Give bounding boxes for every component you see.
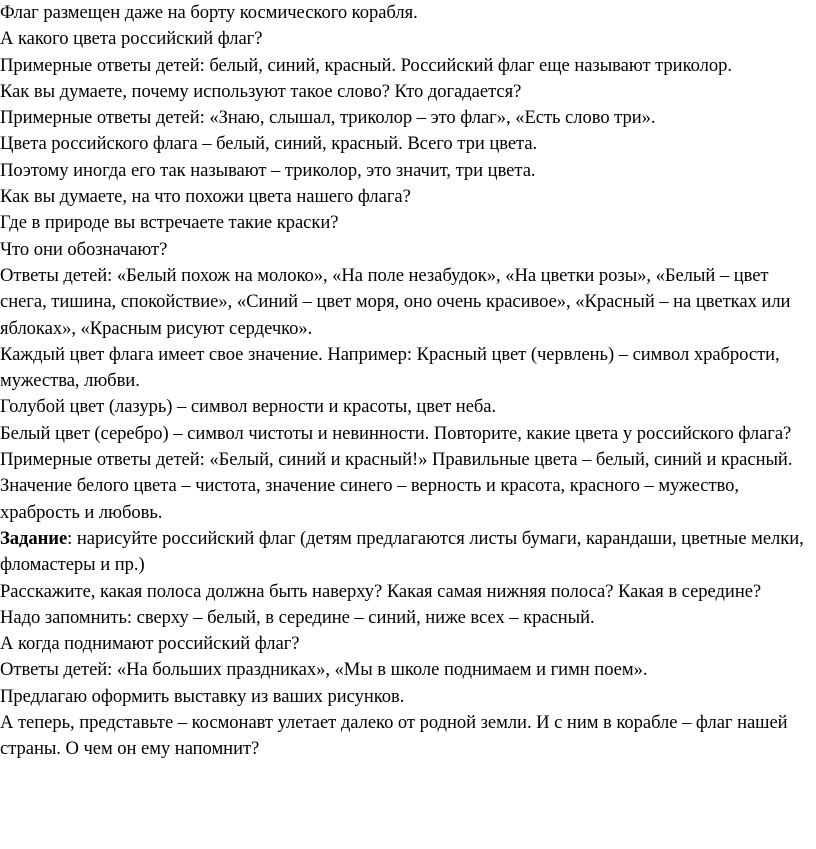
paragraph-10: Что они обозначают?: [0, 238, 168, 260]
paragraph-13: Голубой цвет (лазурь) – символ верности и красоты, цвет неба.: [0, 396, 497, 418]
paragraph-2: А какого цвета российский флаг?: [0, 28, 263, 50]
task-label: Задание: [0, 527, 68, 549]
paragraph-9: Где в природе вы встречаете такие краски?: [0, 212, 339, 234]
paragraph-14: Белый цвет (серебро) – символ чистоты и невинности. Повторите, какие цвета у российского флага?: [0, 422, 792, 444]
paragraph-3: Примерные ответы детей: белый, синий, красный. Российский флаг еще называют триколор.: [0, 54, 732, 76]
paragraph-11: Ответы детей: «Белый похож на молоко», «На поле незабудок», «На цветки розы», «Белый – цвет снега, тишина, спокойствие», «Синий – цвет моря, оно очень красивое», «Красный – на цветках или яблоках», «Красным рисуют сердечко».: [0, 264, 791, 339]
paragraph-6: Цвета российского флага – белый, синий, красный. Всего три цвета.: [0, 133, 538, 155]
paragraph-18: Расскажите, какая полоса должна быть наверху? Какая самая нижняя полоса? Какая в середине?: [0, 580, 762, 602]
paragraph-22: Предлагаю оформить выставку из ваших рисунков.: [0, 685, 405, 707]
paragraph-12: Каждый цвет флага имеет свое значение. Например: Красный цвет (червлень) – символ храбрости, мужества, любви.: [0, 343, 780, 392]
paragraph-21: Ответы детей: «На больших праздниках», «Мы в школе поднимаем и гимн поем».: [0, 659, 648, 681]
paragraph-7: Поэтому иногда его так называют – триколор, это значит, три цвета.: [0, 159, 536, 181]
paragraph-5: Примерные ответы детей: «Знаю, слышал, триколор – это флаг», «Есть слово три».: [0, 107, 656, 129]
paragraph-23: А теперь, представьте – космонавт улетает далеко от родной земли. И с ним в корабле – флаг нашей страны. О чем он ему напомнит?: [0, 712, 788, 760]
task-paragraph: [0, 526, 812, 579]
paragraph-16: Значение белого цвета – чистота, значение синего – верность и красота, красного – мужество, храбрость и любовь.: [0, 475, 739, 523]
paragraph-8: Как вы думаете, на что похожи цвета нашего флага?: [0, 186, 411, 208]
paragraph-19: Надо запомнить: сверху – белый, в середине – синий, ниже всех – красный.: [0, 606, 595, 628]
paragraph-15: Примерные ответы детей: «Белый, синий и красный!» Правильные цвета – белый, синий и красный.: [0, 449, 793, 471]
paragraph-1: Флаг размещен даже на борту космического корабля.: [0, 2, 418, 23]
paragraph-4: Как вы думаете, почему используют такое слово? Кто догадается?: [0, 80, 522, 102]
paragraph-20: А когда поднимают российский флаг?: [0, 633, 300, 655]
task-text: : нарисуйте российский флаг (детям предлагаются листы бумаги, карандаши, цветные мелки, фломастеры и пр.): [0, 527, 804, 576]
